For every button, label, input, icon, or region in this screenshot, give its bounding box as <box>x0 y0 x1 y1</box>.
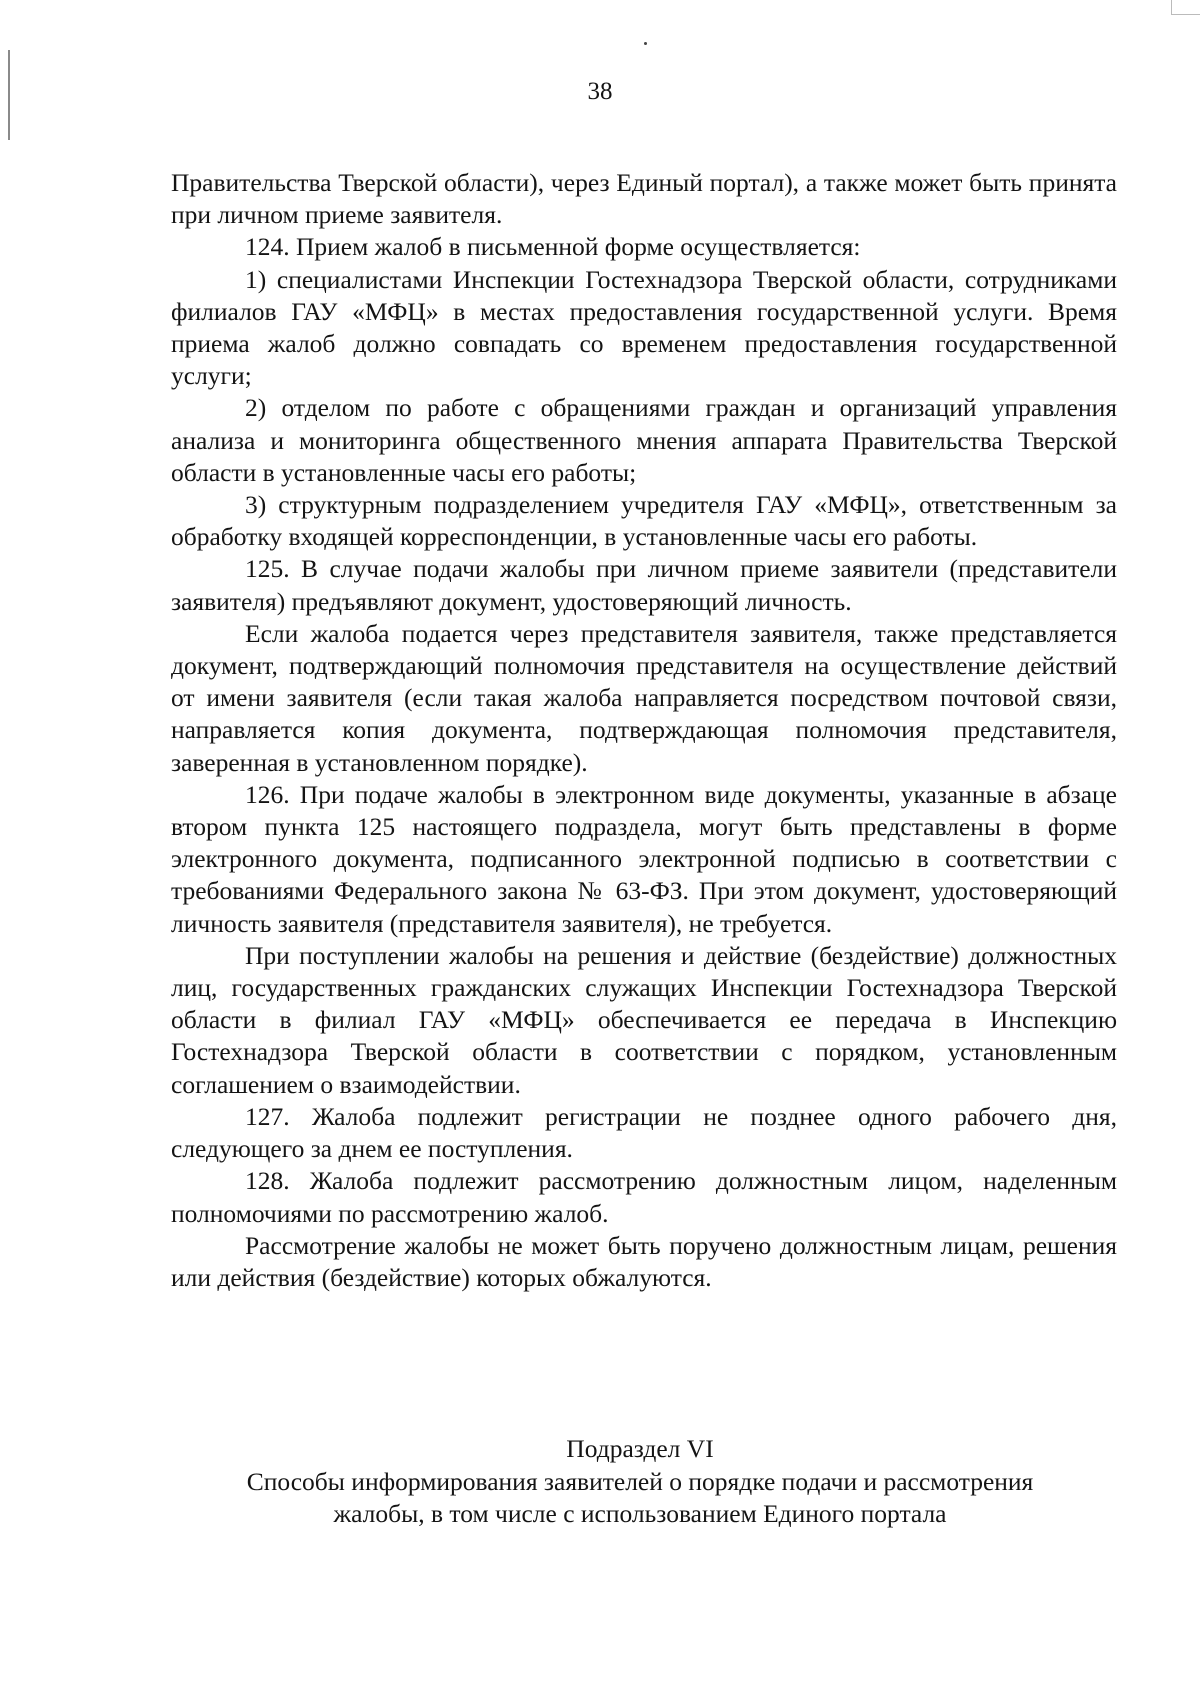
document-body <box>171 167 1117 1294</box>
paragraph: 128. Жалоба подлежит рассмотрению должностным лицом, наделенным полномочиями по рассмотрению жалоб. <box>171 1166 1117 1228</box>
paragraph: 2) отделом по работе с обращениями граждан и организаций управления анализа и мониторинга общественного мнения аппарата Правительства Тверской области в установленные часы его работы; <box>171 393 1117 487</box>
subsection-heading-line-2: жалобы, в том числе с использованием Единого портала <box>333 1499 947 1528</box>
subsection-heading <box>150 1433 1130 1531</box>
paragraph: При поступлении жалобы на решения и действие (бездействие) должностных лиц, государственных гражданских служащих Инспекции Гостехнадзора Тверской области в филиал ГАУ «МФЦ» обеспечивается ее передача в Инспекцию Гостехнадзора Тверской области в соответствии с порядком, установленным соглашением о взаимодействии. <box>171 940 1117 1099</box>
scan-corner-mark <box>1171 0 1200 15</box>
scan-dot <box>644 42 647 45</box>
paragraph: 125. В случае подачи жалобы при личном приеме заявители (представители заявителя) предъявляют документ, удостоверяющий личность. <box>171 554 1117 616</box>
paragraph: 3) структурным подразделением учредителя ГАУ «МФЦ», ответственным за обработку входящей корреспонденции, в установленные часы его работы. <box>171 490 1117 552</box>
paragraph: 1) специалистами Инспекции Гостехнадзора Тверской области, сотрудниками филиалов ГАУ «МФЦ» в местах предоставления государственной услуги. Время приема жалоб должно совпадать со временем предоставления государственной услуги; <box>171 264 1117 391</box>
paragraph: Рассмотрение жалобы не может быть поручено должностным лицам, решения или действия (бездействие) которых обжалуются. <box>171 1230 1117 1292</box>
paragraph: Правительства Тверской области), через Единый портал), а также может быть принята при личном приеме заявителя. <box>171 168 1117 230</box>
paragraph: 124. Прием жалоб в письменной форме осуществляется: <box>245 232 861 262</box>
paragraph: Если жалоба подается через представителя заявителя, также представляется документ, подтверждающий полномочия представителя на осуществление действий от имени заявителя (если такая жалоба направляется посредством почтовой связи, направляется копия документа, подтверждающая полномочия представителя, заверенная в установленном порядке). <box>171 618 1117 777</box>
subsection-title: Подраздел VI <box>566 1434 714 1463</box>
subsection-heading-line-1: Способы информирования заявителей о порядке подачи и рассмотрения <box>246 1466 1034 1496</box>
paragraph: 127. Жалоба подлежит регистрации не позднее одного рабочего дня, следующего за днем ее поступления. <box>171 1101 1117 1164</box>
paragraph: 126. При подаче жалобы в электронном виде документы, указанные в абзаце втором пункта 125 настоящего подраздела, могут быть представлены в форме электронного документа, подписанного электронной подписью в соответствии с требованиями Федерального закона № 63-ФЗ. При этом документ, удостоверяющий личность заявителя (представителя заявителя), не требуется. <box>171 779 1117 938</box>
page-number: 38 <box>587 78 613 105</box>
